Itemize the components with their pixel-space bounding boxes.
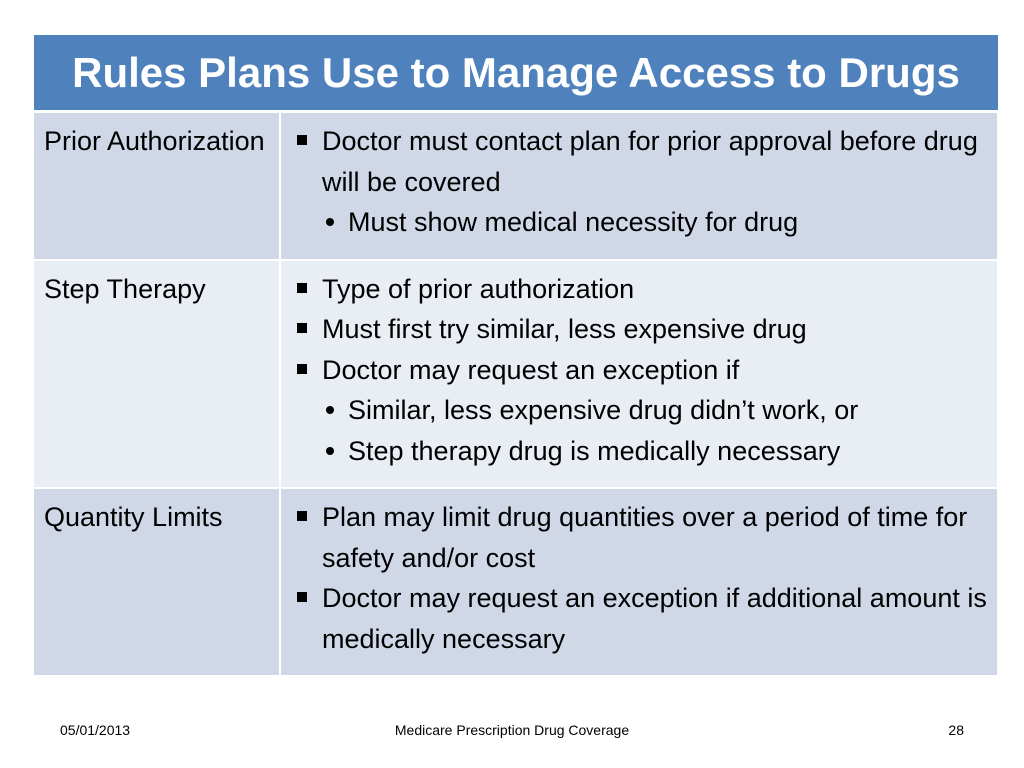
point-item	[297, 350, 987, 472]
footer-page-number: 28	[948, 722, 964, 738]
footer-date: 05/01/2013	[60, 722, 131, 738]
subpoint-text: Step therapy drug is medically necessary	[348, 435, 841, 466]
square-bullet-icon	[297, 511, 307, 521]
point-item	[297, 578, 987, 659]
rule-row-step-therapy	[34, 260, 998, 489]
rule-name: Prior Authorization	[34, 112, 280, 260]
subpoint-item	[322, 390, 987, 431]
rules-table	[34, 35, 999, 677]
point-text: Must first try similar, less expensive drug	[322, 314, 807, 344]
point-item	[297, 497, 987, 578]
rule-description	[280, 488, 998, 676]
subpoint-text: Similar, less expensive drug didn’t work, or	[348, 395, 859, 425]
point-text: Doctor may request an exception if	[322, 354, 740, 385]
rules-table-body	[34, 112, 998, 677]
square-bullet-icon	[297, 283, 307, 293]
square-bullet-icon	[297, 364, 307, 374]
square-bullet-icon	[297, 323, 307, 333]
square-bullet-icon	[297, 592, 307, 602]
round-bullet-icon	[326, 218, 334, 226]
round-bullet-icon	[326, 406, 334, 414]
rule-row-quantity-limits	[34, 488, 998, 676]
point-text: Doctor may request an exception if additional amount is medically necessary	[322, 583, 987, 654]
point-list	[297, 269, 987, 472]
footer-title: Medicare Prescription Drug Coverage	[394, 722, 630, 738]
point-text: Type of prior authorization	[322, 273, 635, 304]
point-text: Plan may limit drug quantities over a period of time for safety and/or cost	[322, 502, 968, 573]
subpoint-list	[322, 390, 987, 471]
point-text: Doctor must contact plan for prior approval before drug will be covered	[322, 126, 978, 197]
subpoint-item	[322, 202, 987, 243]
round-bullet-icon	[326, 447, 334, 455]
subpoint-list	[322, 202, 987, 243]
rule-name: Quantity Limits	[34, 488, 280, 676]
subpoint-item	[322, 431, 987, 472]
point-list	[297, 121, 987, 243]
square-bullet-icon	[297, 135, 307, 145]
point-item	[297, 121, 987, 243]
rule-name: Step Therapy	[34, 260, 280, 489]
rule-description	[280, 260, 998, 489]
slide-title: Rules Plans Use to Manage Access to Drugs	[34, 35, 998, 112]
point-item	[297, 269, 987, 310]
point-list	[297, 497, 987, 659]
rule-description	[280, 112, 998, 260]
subpoint-text: Must show medical necessity for drug	[348, 207, 799, 237]
point-item	[297, 309, 987, 350]
rule-row-prior-authorization	[34, 112, 998, 260]
